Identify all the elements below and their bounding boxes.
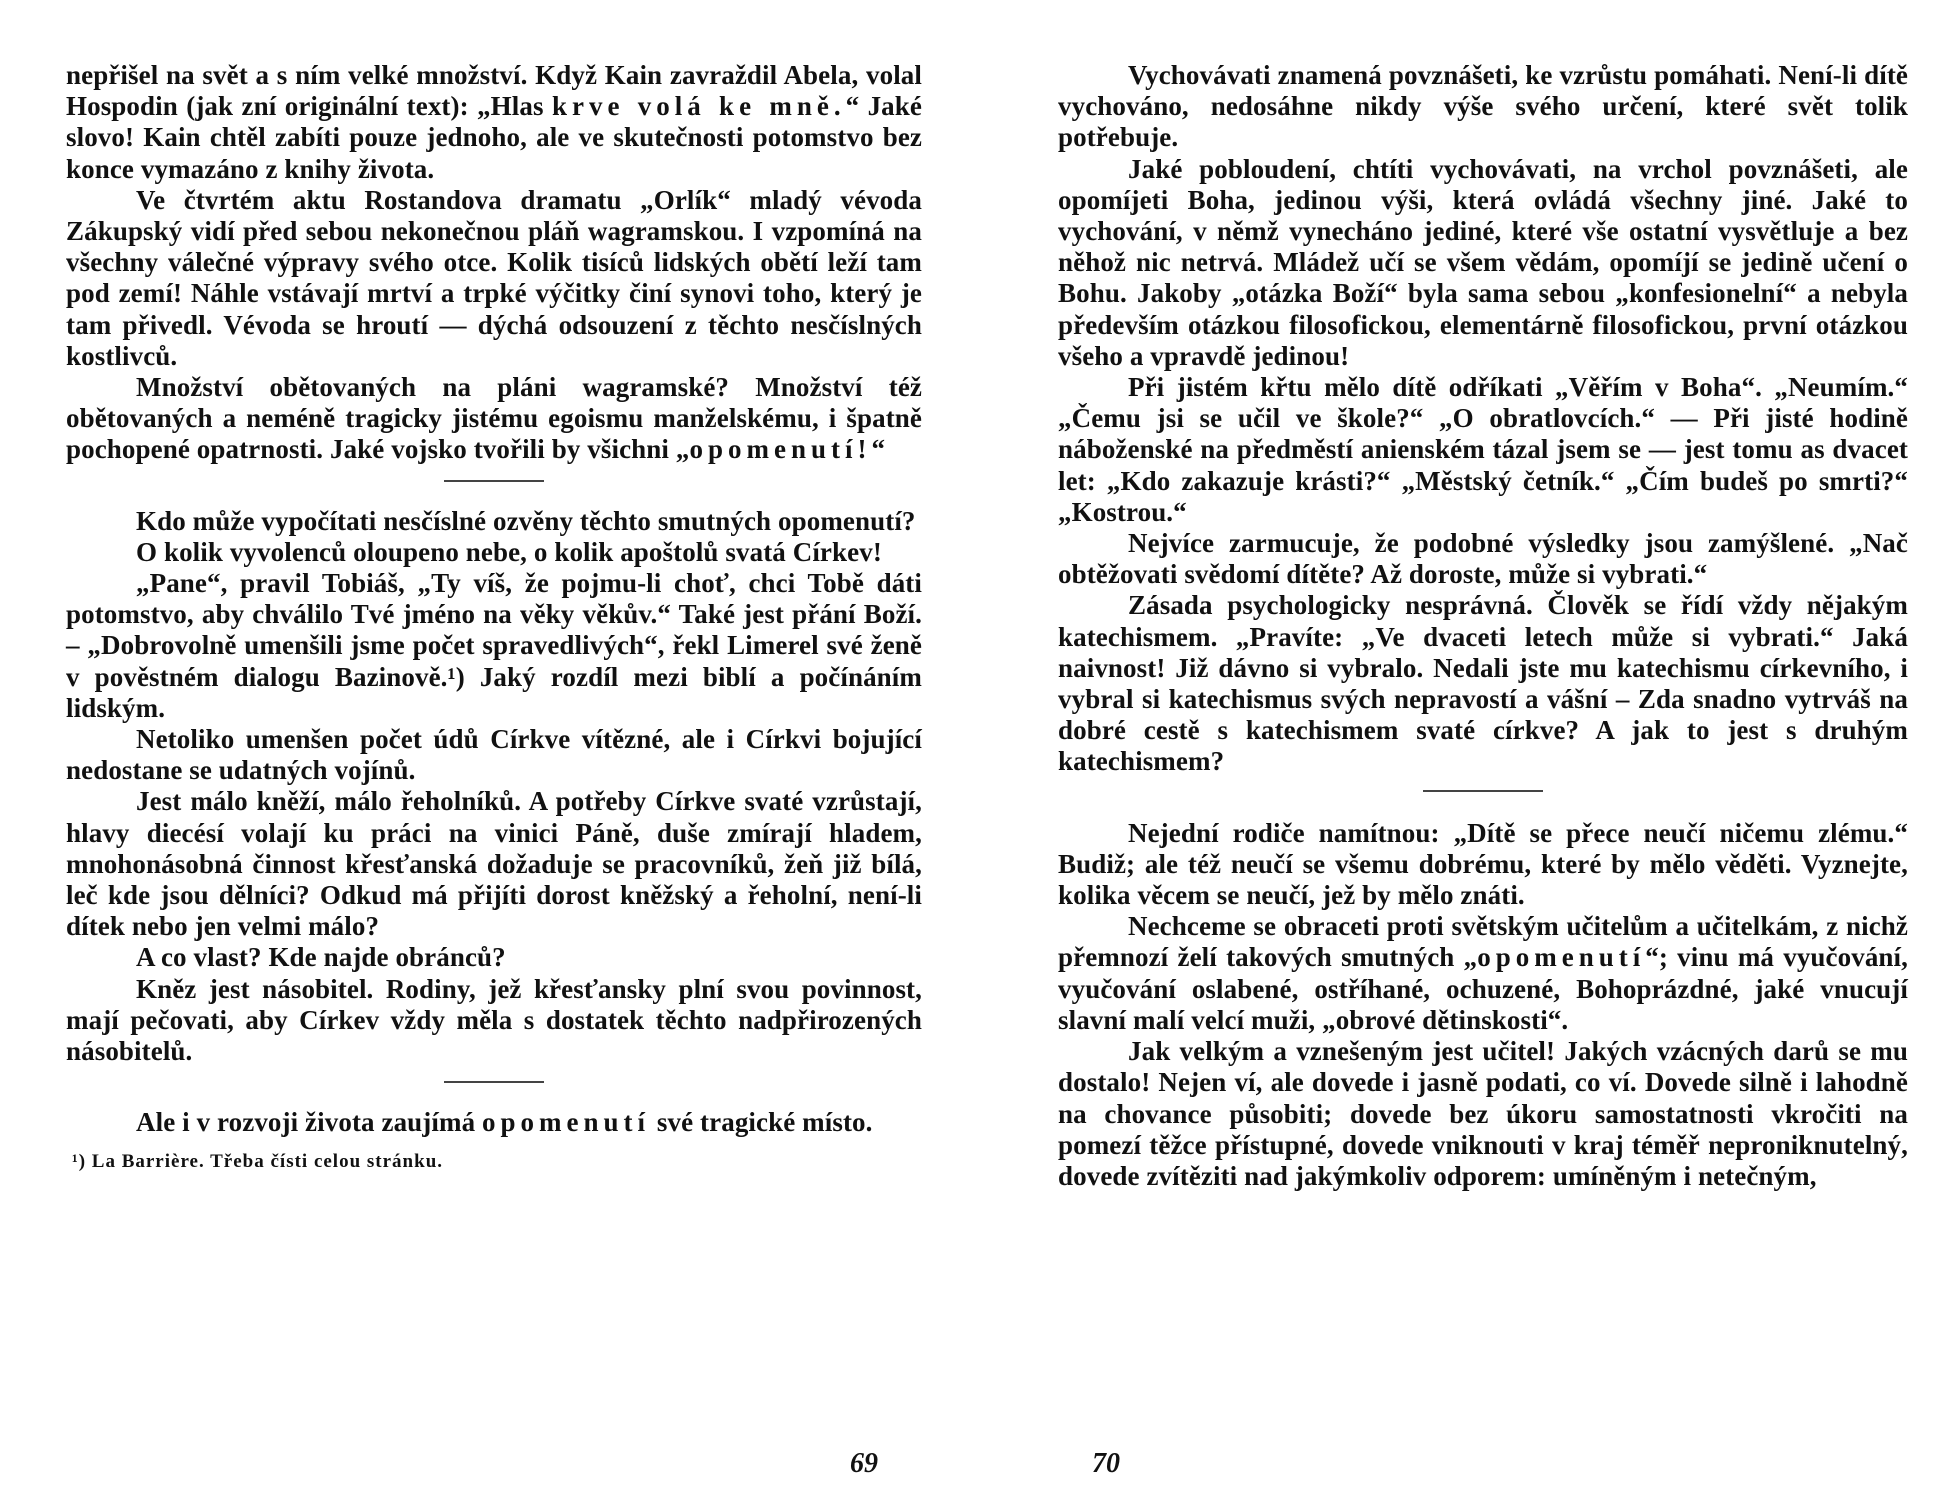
page-number-left: 69: [850, 1448, 878, 1479]
paragraph: Množství obětovaných na pláni wagramské? Množství též obětovaných a neméně tragicky jistému egoismu manželskému, i špatně pochopené opatrnosti. Jaké vojsko tvořili by všichni „opomenutí!“: [66, 372, 922, 465]
paragraph: Netoliko umenšen počet údů Církve vítězné, ale i Církvi bojující nedostane se udatných vojínů.: [66, 724, 922, 786]
paragraph: nepřišel na svět a s ním velké množství. Když Kain zavraždil Abela, volal Hospodin (jak zní originální text): „Hlas krve volá ke mně.“ Jaké slovo! Kain chtěl zabíti pouze jednoho, ale ve skutečnosti potomstvo bez konce vymazáno z knihy života.: [66, 60, 922, 184]
right-page: [1058, 60, 1908, 1192]
paragraph: Kdo může vypočítati nesčíslné ozvěny těchto smutných opomenutí?: [136, 505, 916, 536]
left-page-text: [66, 60, 922, 1139]
section-divider: [1423, 790, 1543, 792]
paragraph: Ve čtvrtém aktu Rostandova dramatu „Orlík“ mladý vévoda Zákupský vidí před sebou nekonečnou pláň wagramskou. I vzpomíná na všechny válečné výpravy svého otce. Kolik tisíců lidských obětí leží tam pod zemí! Náhle vstávají mrtví a trpké výčitky činí synovi toho, který je tam přivedl. Vévoda se hroutí — dýchá odsouzení z těchto nesčíslných kostlivců.: [66, 184, 922, 371]
paragraph: „Pane“, pravil Tobiáš, „Ty víš, že pojmu-li choť, chci Tobě dáti potomstvo, aby chválilo Tvé jméno na věky věkův.“ Také jest přání Boží. – „Dobrovolně umenšili jsme počet spravedlivých“, řekl Limerel své ženě v pověstném dialogu Bazinově.¹) Jaký rozdíl mezi biblí a počínáním lidským.: [66, 568, 922, 723]
paragraph: Jaké pobloudení, chtíti vychovávati, na vrchol povznášeti, ale opomíjeti Boha, jedinou výši, která ovládá všechny jiné. Jaké to vychování, v němž vynecháno jediné, které vše ostatní vysvětluje a bez něhož nic netrvá. Mládež učí se všem vědám, opomíjí se jedině učení o Bohu. Jakoby „otázka Boží“ byla sama sebou „konfesionelní“ a nebyla především otázkou filosofickou, elementárně filosofickou, první otázkou všeho a vpravdě jedinou!: [1058, 153, 1908, 371]
paragraph: Nejvíce zarmucuje, že podobné výsledky jsou zamýšlené. „Nač obtěžovati svědomí dítěte? Až doroste, může si vybrati.“: [1058, 528, 1908, 590]
paragraph: O kolik vyvolenců oloupeno nebe, o kolik apoštolů svatá Církev!: [136, 536, 882, 567]
paragraph: Kněz jest násobitel. Rodiny, jež křesťansky plní svou povinnost, mají pečovati, aby Církev vždy měla s dostatek těchto nadpřirozených násobitelů.: [66, 973, 922, 1067]
paragraph: Při jistém křtu mělo dítě odříkati „Věřím v Boha“. „Neumím.“ „Čemu jsi se učil ve škole?“ „O obratlovcích.“ — Při jisté hodině náboženské na předměstí anienském tázal jsem se — jest tomu as dvacet let: „Kdo zakazuje krásti?“ „Městský četník.“ „Čím budeš po smrti?“ „Kostrou.“: [1058, 372, 1908, 527]
paragraph: Vychovávati znamená povznášeti, ke vzrůstu pomáhati. Není-li dítě vychováno, nedosáhne nikdy výše svého určení, které svět tolik potřebuje.: [1058, 60, 1908, 153]
section-divider: [444, 480, 544, 482]
right-page-text: [1058, 60, 1908, 1192]
page-number-right: 70: [1092, 1448, 1120, 1479]
paragraph: Nejední rodiče namítnou: „Dítě se přece neučí ničemu zlému.“ Budiž; ale též neučí se všemu dobrému, které by mělo věděti. Vyznejte, kolika věcem se neučí, jež by mělo znáti.: [1058, 817, 1908, 911]
paragraph: Nechceme se obraceti proti světským učitelům a učitelkám, z nichž přemnozí želí takových smutných „opomenutí“; vinu má vyučování, vyučování oslabené, ostříhané, ochuzené, Bohoprázdné, jaké vnucují slavní malí velcí muži, „obrové dětinskosti“.: [1058, 911, 1908, 1035]
section-divider: [444, 1081, 544, 1083]
paragraph: Ale i v rozvoji života zaujímá opomenutí své tragické místo.: [136, 1107, 873, 1138]
left-page: [66, 60, 922, 1173]
paragraph: Jak velkým a vznešeným jest učitel! Jakých vzácných darů se mu dostalo! Nejen ví, ale dovede i jasně podati, co ví. Dovede silně i lahodně na chovance působiti; dovede bez úkoru samostatnosti vkročiti na pomezí těžce přístupné, dovede vniknouti v kraj téměř neproniknutelný, dovede zvítěziti nad jakýmkoliv odporem: umíněným i netečným,: [1058, 1036, 1908, 1191]
paragraph: Zásada psychologicky nesprávná. Člověk se řídí vždy nějakým katechismem. „Pravíte: „Ve dvaceti letech může si vybrati.“ Jaká naivnost! Již dávno si vybralo. Nedali jste mu katechismu církevního, i vybral si katechismus svých nepravostí a vášní – Zda snadno vytrváš na dobré cestě s katechismem svaté církve? A jak to jest s druhým katechismem?: [1058, 590, 1908, 777]
paragraph: Jest málo kněží, málo řeholníků. A potřeby Církve svaté vzrůstají, hlavy diecésí volají ku práci na vinici Páně, duše zmírají hladem, mnohonásobná činnost křesťanská dožaduje se pracovníků, žeň již bílá, leč kde jsou dělníci? Odkud má přijíti dorost kněžský a řeholní, není-li dítek nebo jen velmi málo?: [66, 786, 922, 942]
paragraph: A co vlast? Kde najde obránců?: [136, 942, 506, 973]
footnote: ¹) La Barrière. Třeba čísti celou stránku.: [72, 1150, 444, 1172]
